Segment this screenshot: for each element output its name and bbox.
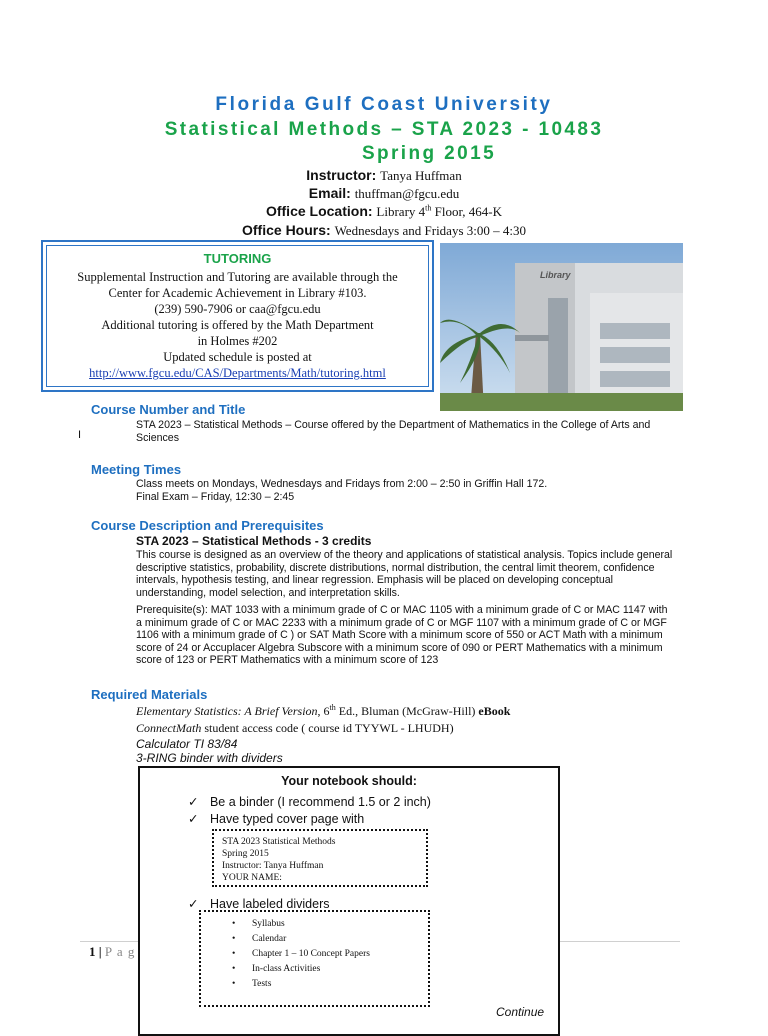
email-label: Email: bbox=[308, 185, 351, 201]
bullet-icon: • bbox=[232, 949, 236, 959]
check-item-text: Have labeled dividers bbox=[209, 897, 330, 911]
continue-text: Continue bbox=[496, 1005, 545, 1019]
textbook-edition-sup: th bbox=[329, 703, 336, 712]
tutoring-line: Center for Academic Achievement in Library #103. bbox=[108, 286, 367, 300]
calculator-line: Calculator TI 83/84 bbox=[136, 737, 238, 751]
tutoring-line: Supplemental Instruction and Tutoring are available through the bbox=[77, 270, 398, 284]
textbook-edition-pre: , 6 bbox=[317, 704, 330, 718]
bullet-icon: • bbox=[232, 919, 236, 929]
checkmark-icon: ✓ bbox=[188, 812, 199, 826]
tutoring-line: (239) 590-7906 or caa@fgcu.edu bbox=[154, 302, 321, 316]
divider-item bbox=[232, 977, 370, 992]
textbook-title: Elementary Statistics: A Brief Version bbox=[136, 704, 318, 718]
check-item-text: Have typed cover page with bbox=[209, 812, 365, 826]
divider-label: Tests bbox=[252, 979, 272, 989]
term-title: Spring 2015 bbox=[361, 143, 497, 164]
divider-list bbox=[232, 917, 370, 992]
divider-label: In-class Activities bbox=[252, 964, 321, 974]
binder-line: 3-RING binder with dividers bbox=[136, 751, 283, 765]
section-heading-description: Course Description and Prerequisites bbox=[91, 518, 324, 533]
notebook-title: Your notebook should: bbox=[281, 774, 417, 788]
prerequisites-paragraph: Prerequisite(s): MAT 1033 with a minimum grade of C or MAC 1105 with a minimum grade of C or MAC 1147 with a minimum grade of C or MAC 2233 with a minimum grade of C or MGF 1107 with a minimum grade of C or MGF 1106 with a minimum grade of C ) or SAT Math Score with a minimum score of 550 or ACT Math with a minimum score of 24 or Accuplacer Algebra Subscore with a minimum score of 090 or PERT Mathematics with a minimum score of 123 or PERT Mathematics with a minimum score of 123 bbox=[136, 604, 668, 667]
divider-label: Chapter 1 – 10 Concept Papers bbox=[252, 949, 370, 959]
cover-page-lines bbox=[222, 836, 336, 884]
hours-value: Wednesdays and Fridays 3:00 – 4:30 bbox=[334, 223, 526, 238]
divider-item bbox=[232, 932, 370, 947]
cover-line: Spring 2015 bbox=[222, 849, 269, 859]
page-number: 1 bbox=[89, 944, 96, 959]
divider-item bbox=[232, 947, 370, 962]
section-heading-materials: Required Materials bbox=[91, 687, 208, 702]
cover-line: Instructor: Tanya Huffman bbox=[222, 861, 324, 871]
divider-item bbox=[232, 917, 370, 932]
divider-label: Syllabus bbox=[252, 919, 285, 929]
meeting-line: Class meets on Mondays, Wednesdays and Fridays from 2:00 – 2:50 in Griffin Hall 172. bbox=[136, 478, 548, 490]
page-separator: | bbox=[98, 944, 102, 959]
bullet-icon: • bbox=[232, 934, 236, 944]
textbook-line bbox=[136, 703, 510, 719]
course-title: Statistical Methods – STA 2023 - 10483 bbox=[164, 119, 604, 140]
instructor-name: Tanya Huffman bbox=[380, 168, 462, 183]
email-line bbox=[0, 185, 768, 202]
tutoring-title: TUTORING bbox=[203, 251, 272, 266]
textbook-format: eBook bbox=[478, 704, 511, 718]
cover-line: STA 2023 Statistical Methods bbox=[222, 837, 336, 847]
section-heading-course-number: Course Number and Title bbox=[91, 402, 246, 417]
check-item bbox=[188, 811, 364, 826]
office-location-line bbox=[0, 203, 768, 220]
cover-line: YOUR NAME: bbox=[222, 873, 282, 883]
tutoring-line: in Holmes #202 bbox=[197, 334, 278, 348]
bullet-icon: • bbox=[232, 979, 236, 989]
bullet-icon: • bbox=[232, 964, 236, 974]
divider-label: Calendar bbox=[252, 934, 287, 944]
check-item-text: Be a binder (I recommend 1.5 or 2 inch) bbox=[209, 795, 431, 809]
office-value-post: Floor, 464-K bbox=[431, 204, 503, 219]
office-value-pre: Library 4 bbox=[376, 204, 426, 219]
office-label: Office Location: bbox=[265, 203, 373, 219]
textbook-edition-post: Ed., Bluman (McGraw-Hill) bbox=[335, 704, 479, 718]
description-paragraph: This course is designed as an overview of the theory and applications of statistical analysis. Topics include general descriptive statistics, probability, discrete distributions, normal distribution, the central limit theorem, confidence intervals, hypothesis testing, and linear regression. Emphasis will be placed on developing conceptual understanding, model selection, and interpretation skills. bbox=[136, 549, 673, 599]
check-item bbox=[188, 794, 431, 809]
checkmark-icon: ✓ bbox=[188, 795, 199, 809]
checkmark-icon: ✓ bbox=[188, 897, 199, 911]
final-exam-line: Final Exam – Friday, 12:30 – 2:45 bbox=[136, 490, 295, 503]
connectmath-details: student access code ( course id TYYWL - LHUDH) bbox=[201, 721, 454, 735]
divider-item bbox=[232, 962, 370, 977]
library-building-image bbox=[440, 243, 683, 411]
tutoring-box bbox=[41, 240, 434, 392]
section-heading-meeting-times: Meeting Times bbox=[91, 462, 182, 477]
tutoring-link[interactable]: http://www.fgcu.edu/CAS/Departments/Math/tutoring.html bbox=[89, 366, 386, 380]
university-title: Florida Gulf Coast University bbox=[215, 94, 553, 115]
tutoring-text bbox=[43, 269, 432, 381]
tutoring-line: Additional tutoring is offered by the Math Department bbox=[101, 318, 374, 332]
connectmath-name: ConnectMath bbox=[136, 721, 202, 735]
library-sign-text: Library bbox=[540, 270, 571, 280]
office-value bbox=[376, 204, 502, 219]
course-credits-subheading: STA 2023 – Statistical Methods - 3 credits bbox=[136, 534, 372, 548]
tutoring-line: Updated schedule is posted at bbox=[163, 350, 312, 364]
connectmath-line bbox=[136, 721, 454, 736]
page-footer bbox=[89, 944, 135, 960]
page-word: P a g bbox=[104, 944, 136, 959]
office-hours-line bbox=[0, 222, 768, 239]
office-value-sup: th bbox=[425, 203, 432, 213]
course-number-text: STA 2023 – Statistical Methods – Course offered by the Department of Mathematics in the College of Arts and Sciences bbox=[136, 419, 651, 444]
meeting-times-text bbox=[136, 478, 676, 503]
instructor-label: Instructor: bbox=[306, 167, 377, 183]
library-photo bbox=[440, 243, 683, 411]
hours-label: Office Hours: bbox=[242, 222, 331, 238]
check-item bbox=[188, 896, 329, 911]
email-value[interactable]: thuffman@fgcu.edu bbox=[354, 186, 460, 201]
instructor-line bbox=[0, 167, 768, 184]
cursor-marker: I bbox=[78, 429, 82, 441]
